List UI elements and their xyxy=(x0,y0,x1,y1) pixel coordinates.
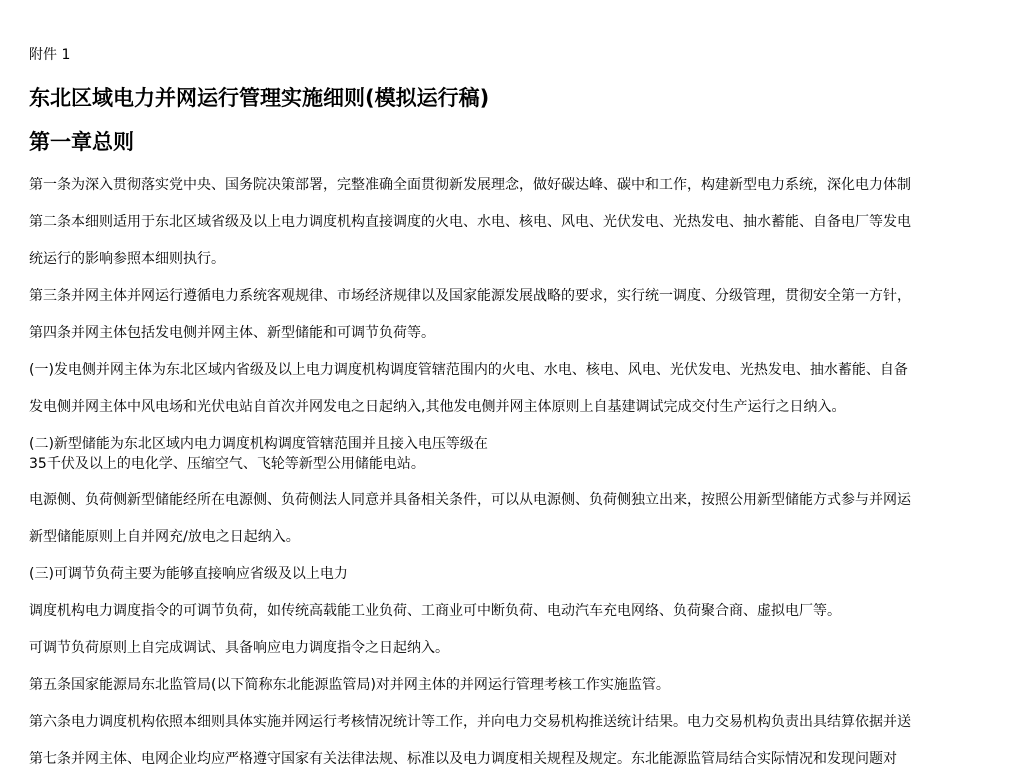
paragraph-article-2-cont: 统运行的影响参照本细则执行。 xyxy=(29,251,225,267)
paragraph-article-3: 第三条并网主体并网运行遵循电力系统客观规律、市场经济规律以及国家能源发展战略的要求，实行统一调度、分级管理，贯彻安全第一方针， xyxy=(29,288,911,304)
paragraph-item-1: (一)发电侧并网主体为东北区域内省级及以上电力调度机构调度管辖范围内的火电、水电、核电、风电、光伏发电、光热发电、抽水蓄能、自备 xyxy=(29,362,908,378)
paragraph-article-4: 第四条并网主体包括发电侧并网主体、新型储能和可调节负荷等。 xyxy=(29,325,435,341)
paragraph-item-3: (三)可调节负荷主要为能够直接响应省级及以上电力 xyxy=(29,566,348,582)
paragraph-item-2-cont: 电源侧、负荷侧新型储能经所在电源侧、负荷侧法人同意并具备相关条件，可以从电源侧、负荷侧独立出来，按照公用新型储能方式参与并网运 xyxy=(29,492,911,508)
document-title: 东北区域电力并网运行管理实施细则(模拟运行稿) xyxy=(29,86,490,110)
annex-label: 附件 1 xyxy=(29,47,71,63)
paragraph-article-7: 第七条并网主体、电网企业均应严格遵守国家有关法律法规、标准以及电力调度相关规程及规定。东北能源监管局结合实际情况和发现问题对 xyxy=(29,751,897,767)
paragraph-item-3-cont: 调度机构电力调度指令的可调节负荷，如传统高载能工业负荷、工商业可中断负荷、电动汽车充电网络、负荷聚合商、虚拟电厂等。 xyxy=(29,603,841,619)
paragraph-article-5: 第五条国家能源局东北监管局(以下简称东北能源监管局)对并网主体的并网运行管理考核工作实施监管。 xyxy=(29,677,670,693)
chapter-heading: 第一章总则 xyxy=(29,130,134,154)
paragraph-item-1-cont: 发电侧并网主体中风电场和光伏电站自首次并网发电之日起纳入,其他发电侧并网主体原则上自基建调试完成交付生产运行之日纳入。 xyxy=(29,399,846,415)
paragraph-item-3-cont2: 可调节负荷原则上自完成调试、具备响应电力调度指令之日起纳入。 xyxy=(29,640,449,656)
paragraph-item-2-cont2: 新型储能原则上自并网充/放电之日起纳入。 xyxy=(29,529,300,545)
paragraph-item-2-line2: 35千伏及以上的电化学、压缩空气、飞轮等新型公用储能电站。 xyxy=(29,456,425,472)
paragraph-article-1: 第一条为深入贯彻落实党中央、国务院决策部署，完整准确全面贯彻新发展理念，做好碳达峰、碳中和工作，构建新型电力系统，深化电力体制 xyxy=(29,177,911,193)
paragraph-item-2: (二)新型储能为东北区域内电力调度机构调度管辖范围并且接入电压等级在 xyxy=(29,436,488,452)
paragraph-article-2: 第二条本细则适用于东北区域省级及以上电力调度机构直接调度的火电、水电、核电、风电、光伏发电、光热发电、抽水蓄能、自备电厂等发电 xyxy=(29,214,911,230)
paragraph-article-6: 第六条电力调度机构依照本细则具体实施并网运行考核情况统计等工作，并向电力交易机构推送统计结果。电力交易机构负责出具结算依据并送 xyxy=(29,714,911,730)
